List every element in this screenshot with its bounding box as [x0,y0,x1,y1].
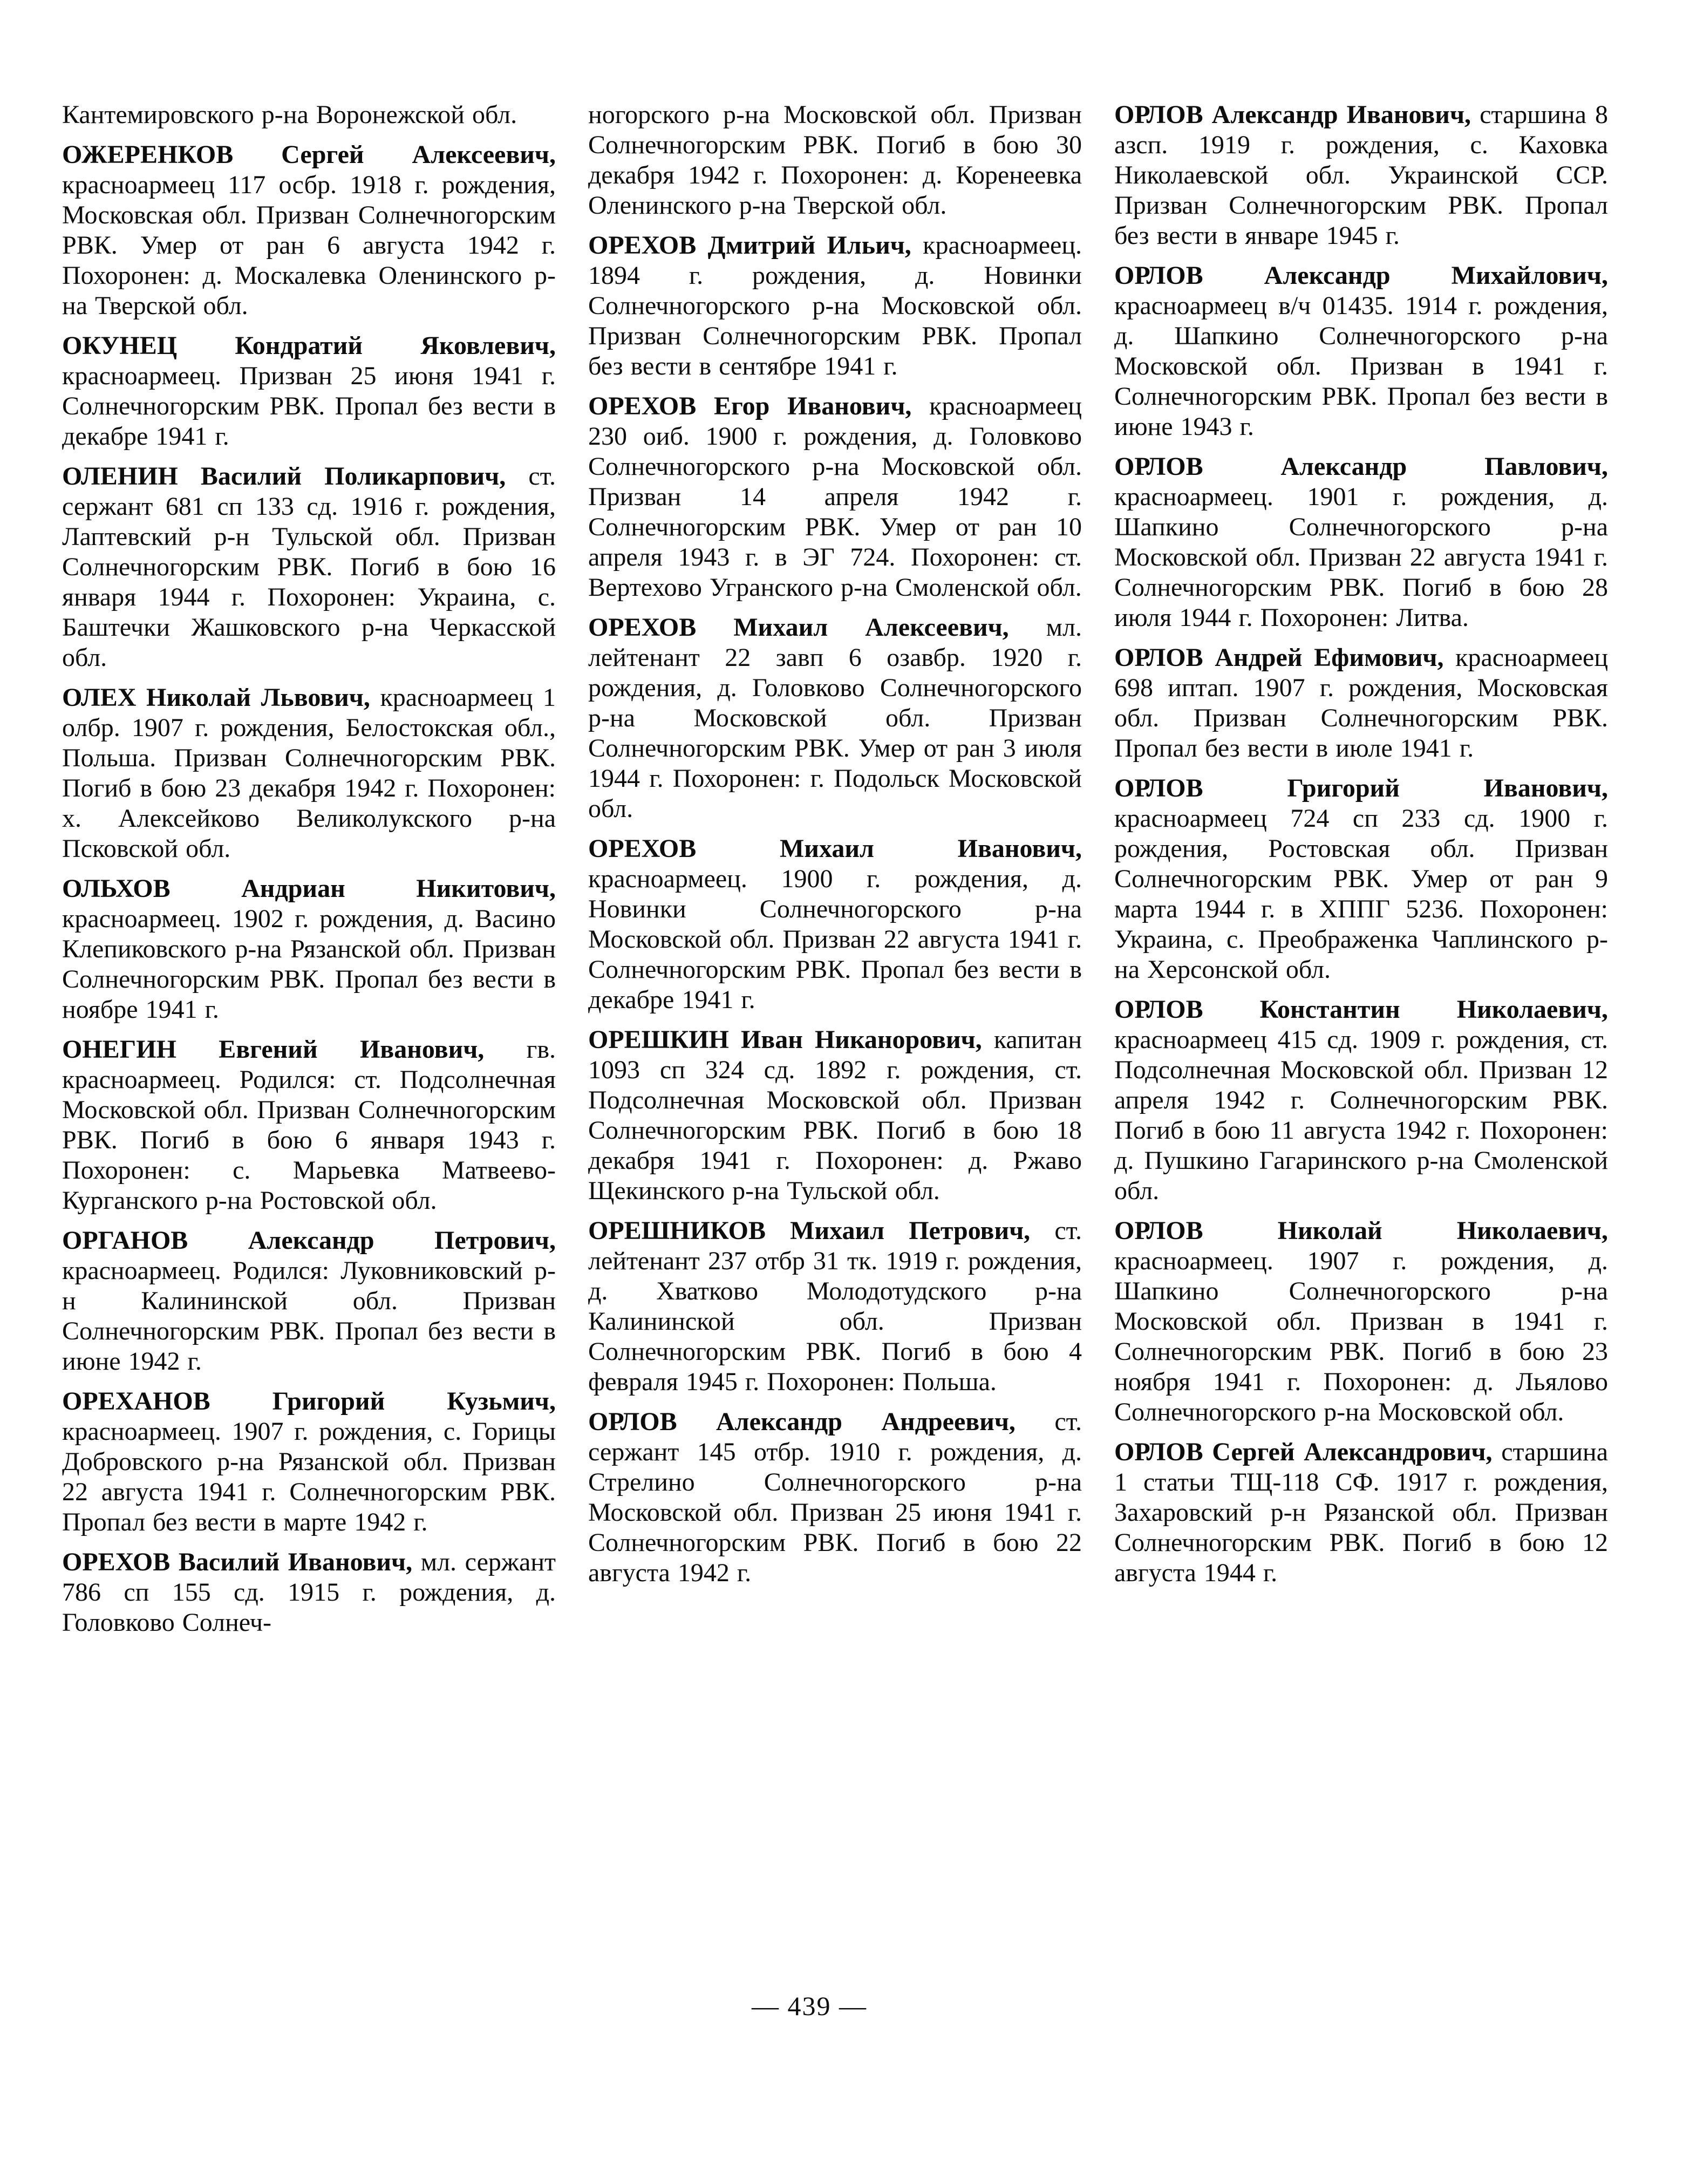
entry-text: капитан 1093 сп 324 сд. 1892 г. рождения, ст. Подсолнечная Московской обл. Призван Солнечногорским РВК. Погиб в бою 18 декабря 1941 г. Похоронен: д. Ржаво Щекинского р-на Тульской обл. [588,1025,1082,1205]
entry-name: ОРЛОВ Андрей Ефимович, [1114,643,1444,672]
entry-name: ОРЛОВ Николай Николаевич, [1114,1216,1608,1245]
entry-text: красноармеец 698 иптап. 1907 г. рождения, Московская обл. Призван Солнечногорским РВК. Пропал без вести в июле 1941 г. [1114,643,1609,763]
memorial-entry [588,391,1082,603]
entry-name: ОНЕГИН Евгений Иванович, [62,1035,485,1064]
entry-continuation [588,100,1082,221]
entry-text: мл. лейтенант 22 завп 6 озавбр. 1920 г. рождения, д. Головково Солнечногорского р-на Московской обл. Призван Солнечногорским РВК. Умер от ран 3 июля 1944 г. Похоронен: г. Подольск Московской обл. [588,613,1082,823]
memorial-entry [62,140,556,321]
entry-text: красноармеец. 1902 г. рождения, д. Васино Клепиковского р-на Рязанской обл. Призван Солнечногорским РВК. Пропал без вести в ноябре 1941 г. [62,904,556,1024]
memorial-entry [62,461,556,673]
entry-text: ст. лейтенант 237 отбр 31 тк. 1919 г. рождения, д. Хватково Молодотудского р-на Калининской обл. Призван Солнечногорским РВК. Погиб в бою 4 февраля 1945 г. Похоронен: Польша. [588,1216,1082,1396]
memorial-entry [588,1216,1082,1397]
entry-text: красноармеец. Родился: Луковниковский р-н Калининской обл. Призван Солнечногорским РВК. Пропал без вести в июне 1942 г. [62,1256,556,1376]
entry-text: красноармеец 1 олбр. 1907 г. рождения, Белостокская обл., Польша. Призван Солнечногорским РВК. Погиб в бою 23 декабря 1942 г. Похоронен: х. Алексейково Великолукского р-на Псковской обл. [62,683,556,863]
entry-text: гв. красноармеец. Родился: ст. Подсолнечная Московской обл. Призван Солнечногорским РВК. Погиб в бою 6 января 1943 г. Похоронен: с. Марьевка Матвеево-Курганского р-на Ростовской обл. [62,1035,556,1215]
entry-name: ОРЕХОВ Дмитрий Ильич, [588,231,911,260]
memorial-entry [1114,1437,1608,1588]
entry-text: красноармеец 230 оиб. 1900 г. рождения, д. Головково Солнечногорского р-на Московской обл. Призван 14 апреля 1942 г. Солнечногорским РВК. Умер от ран 10 апреля 1943 г. в ЭГ 724. Похоронен: ст. Вертехово Угранского р-на Смоленской обл. [588,392,1082,602]
entry-name: ОРЕХОВ Егор Иванович, [588,392,912,420]
entry-name: ОРЛОВ Александр Иванович, [1114,100,1471,129]
entry-name: ОРЕШНИКОВ Михаил Петрович, [588,1216,1031,1245]
column-2 [588,100,1082,1598]
memorial-entry [1114,995,1608,1206]
column-1 [62,100,556,1648]
entry-text: красноармеец в/ч 01435. 1914 г. рождения, д. Шапкино Солнечногорского р-на Московской обл. Призван в 1941 г. Солнечногорским РВК. Пропал без вести в июне 1943 г. [1114,291,1608,441]
entry-text: мл. сержант 786 сп 155 сд. 1915 г. рождения, д. Головково Солнеч- [62,1548,556,1637]
entry-name: ОРЕХОВ Михаил Иванович, [588,834,1082,863]
memorial-entry [588,834,1082,1015]
entry-text: ст. сержант 681 сп 133 сд. 1916 г. рождения, Лаптевский р-н Тульской обл. Призван Солнечногорским РВК. Погиб в бою 16 января 1944 г. Похоронен: Украина, с. Баштечки Жашковского р-на Черкасской обл. [62,462,556,672]
entry-text: красноармеец 117 осбр. 1918 г. рождения, Московская обл. Призван Солнечногорским РВК. Умер от ран 6 августа 1942 г. Похоронен: д. Москалевка Оленинского р-на Тверской обл. [62,171,556,320]
memorial-entry [1114,643,1608,764]
entry-name: ОЖЕРЕНКОВ Сергей Алексеевич, [62,140,556,169]
memorial-entry [588,1407,1082,1588]
memorial-entry [1114,261,1608,442]
memorial-entry [588,1025,1082,1206]
entry-name: ОРЕХАНОВ Григорий Кузьмич, [62,1387,556,1416]
memorial-entry [62,1547,556,1638]
memorial-entry [62,331,556,452]
memorial-entry [62,1226,556,1377]
entry-text: красноармеец. 1901 г. рождения, д. Шапкино Солнечногорского р-на Московской обл. Призван 22 августа 1941 г. Солнечногорским РВК. Погиб в бою 28 июля 1944 г. Похоронен: Литва. [1114,482,1608,632]
entry-name: ОРЛОВ Сергей Александрович, [1114,1438,1493,1466]
entry-name: ОРГАНОВ Александр Петрович, [62,1226,556,1255]
entry-name: ОРЛОВ Александр Андреевич, [588,1407,1016,1436]
entry-text: красноармеец. 1894 г. рождения, д. Новинки Солнечногорского р-на Московской обл. Призван Солнечногорским РВК. Пропал без вести в сентябре 1941 г. [588,231,1082,380]
memorial-entry [1114,773,1608,985]
entry-name: ОРЛОВ Александр Михайлович, [1114,261,1608,290]
entry-name: ОКУНЕЦ Кондратий Яковлевич, [62,331,556,360]
memorial-entry [588,613,1082,824]
entry-text: красноармеец 415 сд. 1909 г. рождения, ст. Подсолнечная Московской обл. Призван 12 апреля 1942 г. Солнечногорским РВК. Погиб в бою 11 августа 1942 г. Похоронен: д. Пушкино Гагаринского р-на Смоленской обл. [1114,1025,1608,1205]
entry-text: старшина 1 статьи ТЩ-118 СФ. 1917 г. рождения, Захаровский р-н Рязанской обл. Призван Солнечногорским РВК. Погиб в бою 12 августа 1944 г. [1114,1438,1609,1587]
entry-name: ОЛЬХОВ Андриан Никитович, [62,874,556,903]
memorial-entry [62,1035,556,1216]
entry-text: ст. сержант 145 отбр. 1910 г. рождения, д. Стрелино Солнечногорского р-на Московской обл. Призван 25 июня 1941 г. Солнечногорским РВК. Погиб в бою 22 августа 1942 г. [588,1407,1082,1587]
entry-text: ногорского р-на Московской обл. Призван Солнечногорским РВК. Погиб в бою 30 декабря 1942 г. Похоронен: д. Коренеевка Оленинского р-на Тверской обл. [588,100,1082,220]
entry-name: ОЛЕХ Николай Львович, [62,683,370,712]
memorial-entry [1114,100,1608,251]
memorial-entry [1114,1216,1608,1427]
entry-name: ОРЛОВ Григорий Иванович, [1114,774,1608,802]
entry-name: ОРЛОВ Александр Павлович, [1114,452,1608,481]
entry-text: красноармеец. Призван 25 июня 1941 г. Солнечногорским РВК. Пропал без вести в декабре 1941 г. [62,362,556,451]
entry-continuation [62,100,556,130]
entry-text: старшина 8 азсп. 1919 г. рождения, с. Каховка Николаевской обл. Украинской ССР. Призван Солнечногорским РВК. Пропал без вести в январе 1945 г. [1114,100,1609,250]
memorial-entry [62,874,556,1025]
entry-text: красноармеец. 1907 г. рождения, с. Горицы Добровского р-на Рязанской обл. Призван 22 августа 1941 г. Солнечногорским РВК. Пропал без вести в марте 1942 г. [62,1417,556,1536]
memorial-entry [62,1386,556,1537]
entry-text: Кантемировского р-на Воронежской обл. [62,100,517,129]
memorial-entry [1114,452,1608,633]
entry-text: красноармеец 724 сп 233 сд. 1900 г. рождения, Ростовская обл. Призван Солнечногорским РВК. Умер от ран 9 марта 1944 г. в ХППГ 5236. Похоронен: Украина, с. Преображенка Чаплинского р-на Херсонской обл. [1114,804,1608,984]
entry-name: ОЛЕНИН Василий Поликарпович, [62,462,506,491]
entry-name: ОРЕХОВ Василий Иванович, [62,1548,413,1576]
entry-name: ОРЕХОВ Михаил Алексеевич, [588,613,1009,642]
memorial-entry [588,230,1082,382]
entry-text: красноармеец. 1900 г. рождения, д. Новинки Солнечногорского р-на Московской обл. Призван 22 августа 1941 г. Солнечногорским РВК. Пропал без вести в декабре 1941 г. [588,865,1082,1014]
page-footer [62,1990,1557,2022]
text-columns [62,100,1608,1648]
entry-text: красноармеец. 1907 г. рождения, д. Шапкино Солнечногорского р-на Московской обл. Призван в 1941 г. Солнечногорским РВК. Погиб в бою 23 ноября 1941 г. Похоронен: д. Льялово Солнечногорского р-на Московской обл. [1114,1247,1608,1426]
entry-name: ОРЕШКИН Иван Никанорович, [588,1025,982,1054]
page-number: — 439 — [752,1991,867,2021]
entry-name: ОРЛОВ Константин Николаевич, [1114,995,1608,1024]
memorial-entry [62,683,556,864]
column-3 [1114,100,1608,1598]
